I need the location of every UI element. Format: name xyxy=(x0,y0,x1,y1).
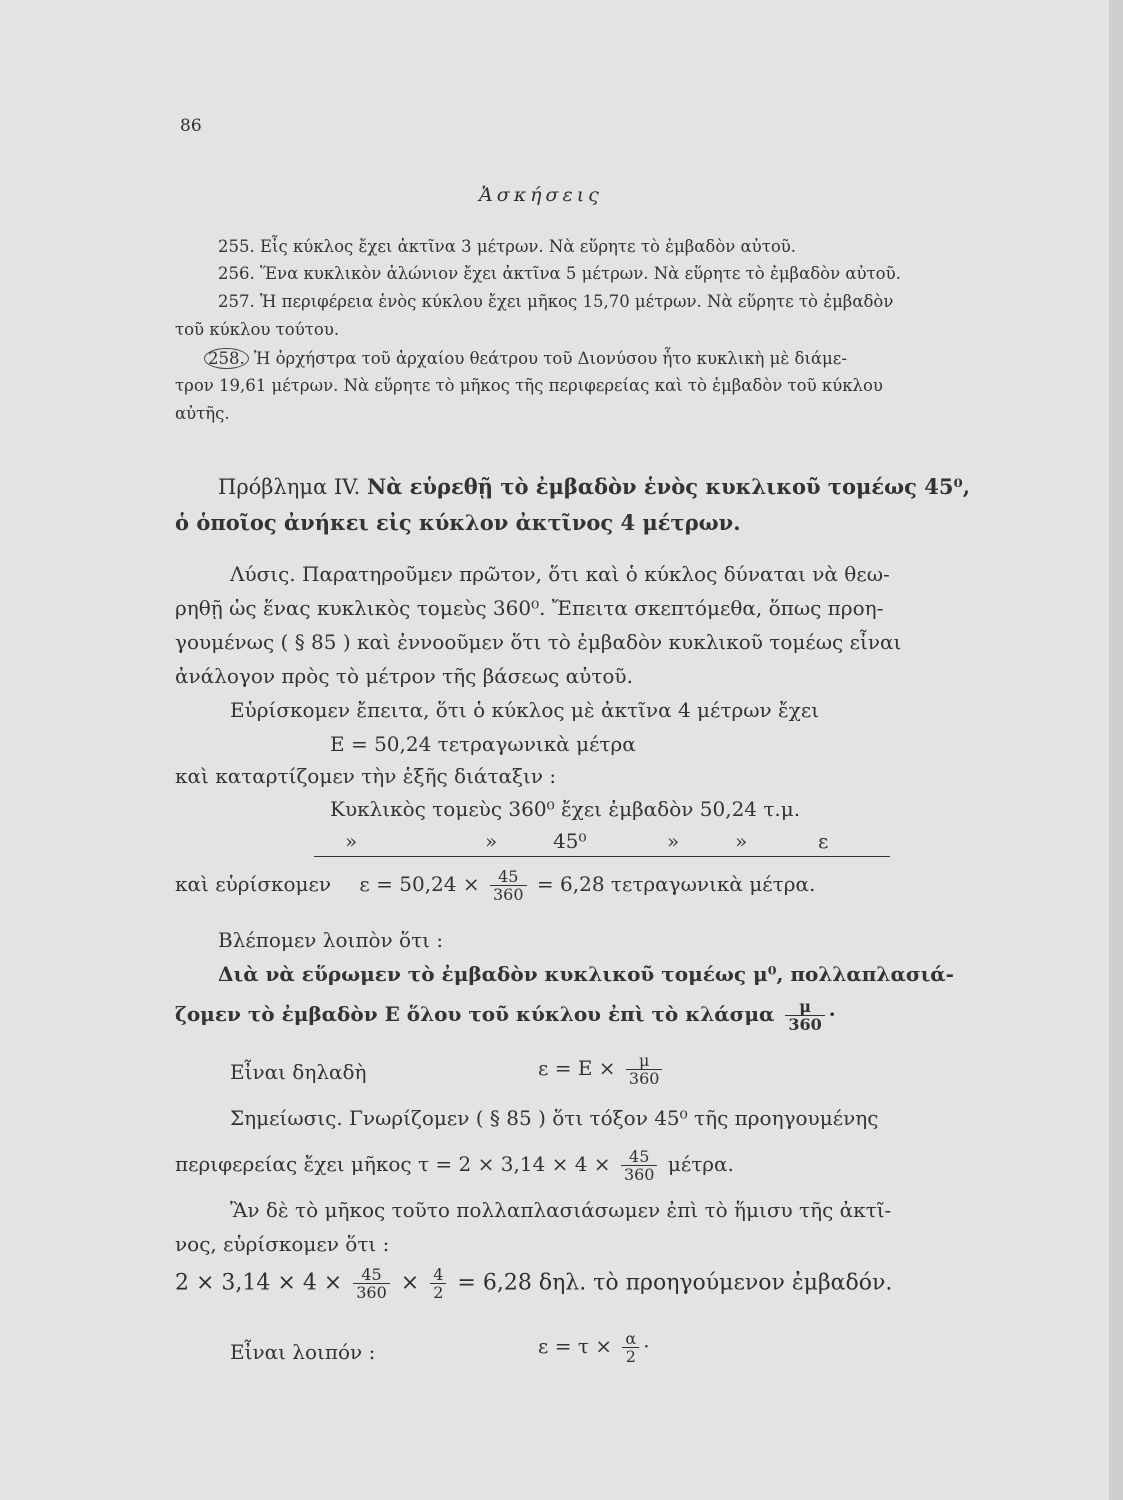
exercises-heading: Ἀσκήσεις xyxy=(479,184,603,206)
note-calc xyxy=(175,1266,892,1301)
numerator: 4 xyxy=(430,1266,446,1284)
note-line-1: Σημείωσις. Γνωρίζομεν ( § 85 ) ὅτι τόξον 45⁰ τῆς προηγουμένης xyxy=(230,1106,879,1130)
proportion-mark: » xyxy=(345,829,358,853)
fraction-mu-360 xyxy=(626,1052,663,1087)
proportion-mark: 45⁰ xyxy=(553,829,587,853)
proportion-mark: » xyxy=(667,829,680,853)
fraction-alpha-2 xyxy=(622,1330,639,1365)
solution-line-2: ρηθῇ ὡς ἕνας κυκλικὸς τομεὺς 360⁰. Ἔπειτα σκεπτόμεθα, ὅπως προη- xyxy=(175,596,884,620)
exercise-258 xyxy=(204,348,847,369)
proportion-mark: ε xyxy=(818,829,829,853)
proportion-row-1: Κυκλικὸς τομεὺς 360⁰ ἔχει ἐμβαδὸν 50,24 τ.μ. xyxy=(330,797,801,821)
formula-label: Εἶναι δηλαδὴ xyxy=(230,1060,367,1084)
denominator: 2 xyxy=(625,1347,636,1366)
exercise-256: 256. Ἕνα κυκλικὸν ἀλώνιον ἔχει ἀκτῖνα 5 μέτρων. Νὰ εὕρητε τὸ ἐμβαδὸν αὐτοῦ. xyxy=(218,264,901,283)
denominator: 360 xyxy=(492,885,524,904)
exercise-258-line: Ἡ ὀρχήστρα τοῦ ἀρχαίου θεάτρου τοῦ Διονύσου ἦτο κυκλικὴ μὲ διάμε- xyxy=(254,349,847,368)
sector-formula xyxy=(538,1052,666,1087)
numerator: μ xyxy=(626,1052,663,1070)
problem-title xyxy=(218,474,970,499)
solution-line-4: ἀνάλογον πρὸς τὸ μέτρον τῆς βάσεως αὐτοῦ. xyxy=(175,664,633,688)
fraction-45-360 xyxy=(490,868,527,903)
note-line-3: Ἂν δὲ τὸ μῆκος τοῦτο πολλαπλασιάσωμεν ἐπὶ τὸ ἥμισυ τῆς ἀκτῖ- xyxy=(230,1198,892,1222)
formula-left: ε = Ε × xyxy=(538,1056,616,1080)
calc-lead: καὶ εὑρίσκομεν xyxy=(175,872,332,896)
proportion-rule xyxy=(314,856,890,857)
problem-statement-2: ὁ ὁποῖος ἀνήκει εἰς κύκλον ἀκτῖνος 4 μέτρων. xyxy=(175,510,741,535)
proportion-mark: » xyxy=(735,829,748,853)
solution-line-5: Εὑρίσκομεν ἔπειτα, ὅτι ὁ κύκλος μὲ ἀκτῖνα 4 μέτρων ἔχει xyxy=(230,698,820,722)
calc-line xyxy=(175,868,815,903)
exercise-257: 257. Ἡ περιφέρεια ἑνὸς κύκλου ἔχει μῆκος 15,70 μέτρων. Νὰ εὕρητε τὸ ἐμβαδὸν xyxy=(218,292,894,311)
numerator: μ xyxy=(785,998,824,1016)
fraction-45-360 xyxy=(353,1266,390,1301)
conclusion-intro: Βλέπομεν λοιπὸν ὅτι : xyxy=(218,928,444,952)
exercise-258-line-3: αὐτῆς. xyxy=(175,404,230,423)
calc-right: = 6,28 τετραγωνικὰ μέτρα. xyxy=(536,872,816,896)
final-dot: · xyxy=(643,1334,650,1358)
problem-statement: Νὰ εὑρεθῇ τὸ ἐμβαδὸν ἑνὸς κυκλικοῦ τομέως 45⁰, xyxy=(367,474,971,499)
note-calc-mid: × xyxy=(400,1270,420,1296)
exercise-258-number-circled: 258. xyxy=(204,348,249,369)
fraction-4-2 xyxy=(430,1266,446,1301)
solution-line-1: Λύσις. Παρατηροῦμεν πρῶτον, ὅτι καὶ ὁ κύκλος δύναται νὰ θεω- xyxy=(230,562,890,586)
page-number: 86 xyxy=(180,116,202,136)
denominator: 360 xyxy=(356,1283,387,1302)
final-formula xyxy=(538,1330,650,1365)
exercise-257-cont: τοῦ κύκλου τούτου. xyxy=(175,320,340,339)
denominator: 360 xyxy=(628,1069,660,1088)
fraction-mu-360 xyxy=(785,998,824,1033)
denominator: 360 xyxy=(623,1165,655,1184)
note-line-4: νος, εὑρίσκομεν ὅτι : xyxy=(175,1232,390,1256)
problem-label: Πρόβλημα IV. xyxy=(218,475,361,499)
rule-text: ζομεν τὸ ἐμβαδὸν Ε ὅλου τοῦ κύκλου ἐπὶ τὸ κλάσμα xyxy=(175,1002,775,1026)
exercise-258-line-2: τρον 19,61 μέτρων. Νὰ εὕρητε τὸ μῆκος τῆς περιφερείας καὶ τὸ ἐμβαδὸν τοῦ κύκλου xyxy=(175,376,883,395)
solution-line-7: καὶ καταρτίζομεν τὴν ἑξῆς διάταξιν : xyxy=(175,764,557,788)
solution-line-3: γουμένως ( § 85 ) καὶ ἐννοοῦμεν ὅτι τὸ ἐμβαδὸν κυκλικοῦ τομέως εἶναι xyxy=(175,630,902,654)
denominator: 2 xyxy=(433,1283,444,1302)
final-left: ε = τ × xyxy=(538,1334,613,1358)
note-left: περιφερείας ἔχει μῆκος τ = 2 × 3,14 × 4 × xyxy=(175,1152,611,1176)
note-calc-left: 2 × 3,14 × 4 × xyxy=(175,1270,343,1296)
numerator: 45 xyxy=(621,1148,658,1166)
calc-left: ε = 50,24 × xyxy=(359,872,480,896)
rule-line-2 xyxy=(175,998,836,1033)
numerator: α xyxy=(622,1330,639,1348)
fraction-45-360 xyxy=(621,1148,658,1183)
rule-dot: · xyxy=(828,1002,836,1026)
final-label: Εἶναι λοιπόν : xyxy=(230,1340,376,1364)
proportion-mark: » xyxy=(485,829,498,853)
exercise-255: 255. Εἷς κύκλος ἔχει ἀκτῖνα 3 μέτρων. Νὰ εὕρητε τὸ ἐμβαδὸν αὐτοῦ. xyxy=(218,237,797,256)
note-line-2 xyxy=(175,1148,734,1183)
numerator: 45 xyxy=(353,1266,390,1284)
rule-line-1: Διὰ νὰ εὕρωμεν τὸ ἐμβαδὸν κυκλικοῦ τομέως μ⁰, πολλαπλασιά- xyxy=(218,962,954,986)
page-edge-shadow xyxy=(1109,0,1123,1500)
note-right: μέτρα. xyxy=(667,1152,734,1176)
numerator: 45 xyxy=(490,868,527,886)
note-calc-right: = 6,28 δηλ. τὸ προηγούμενον ἐμβαδόν. xyxy=(457,1270,893,1296)
denominator: 360 xyxy=(788,1015,822,1034)
area-formula: Ε = 50,24 τετραγωνικὰ μέτρα xyxy=(330,732,636,756)
